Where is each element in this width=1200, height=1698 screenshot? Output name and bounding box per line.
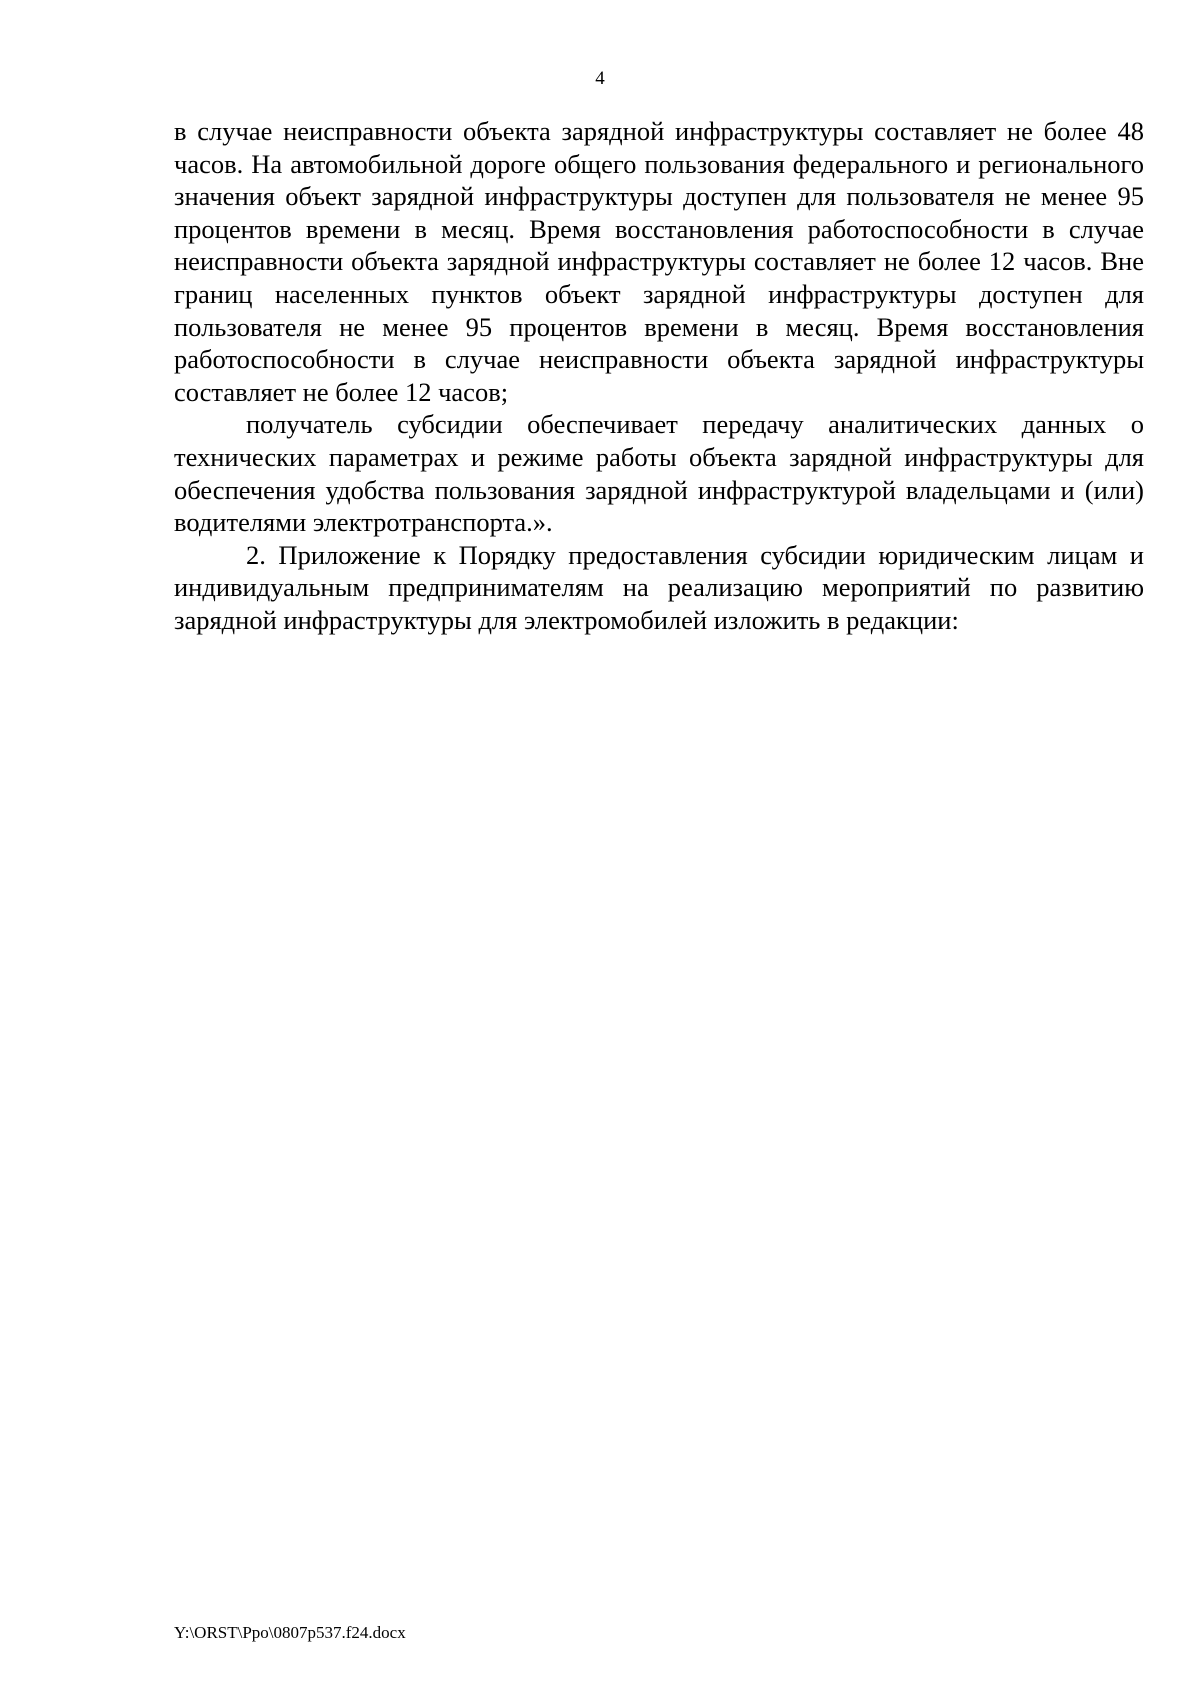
page-number: 4 [595,68,605,89]
footer-file-path: Y:\ORST\Ppo\0807p537.f24.docx [174,1623,406,1642]
document-body [174,115,1144,637]
paragraph-continuation: в случае неисправности объекта зарядной инфраструктуры составляет не более 48 часов. На автомобильной дороге общего пользования федерального и регионального значения объект зарядной инфраструктуры доступен для пользователя не менее 95 процентов времени в месяц. Время восстановления работоспособности в случае неисправности объекта зарядной инфраструктуры составляет не более 12 часов. Вне границ населенных пунктов объект зарядной инфраструктуры доступен для пользователя не менее 95 процентов времени в месяц. Время восстановления работоспособности в случае неисправности объекта зарядной инфраструктуры составляет не более 12 часов; [174,116,1144,407]
paragraph-data-transfer: получатель субсидии обеспечивает передачу аналитических данных о технических параметрах и режиме работы объекта зарядной инфраструктуры для обеспечения удобства пользования зарядной инфраструктурой владельцами и (или) водителями электротранспорта.». [174,409,1144,538]
paragraph-item-2: 2. Приложение к Порядку предоставления субсидии юридическим лицам и индивидуальным предпринимателям на реализацию мероприятий по развитию зарядной инфраструктуры для электромобилей изложить в редакции: [174,539,1144,635]
